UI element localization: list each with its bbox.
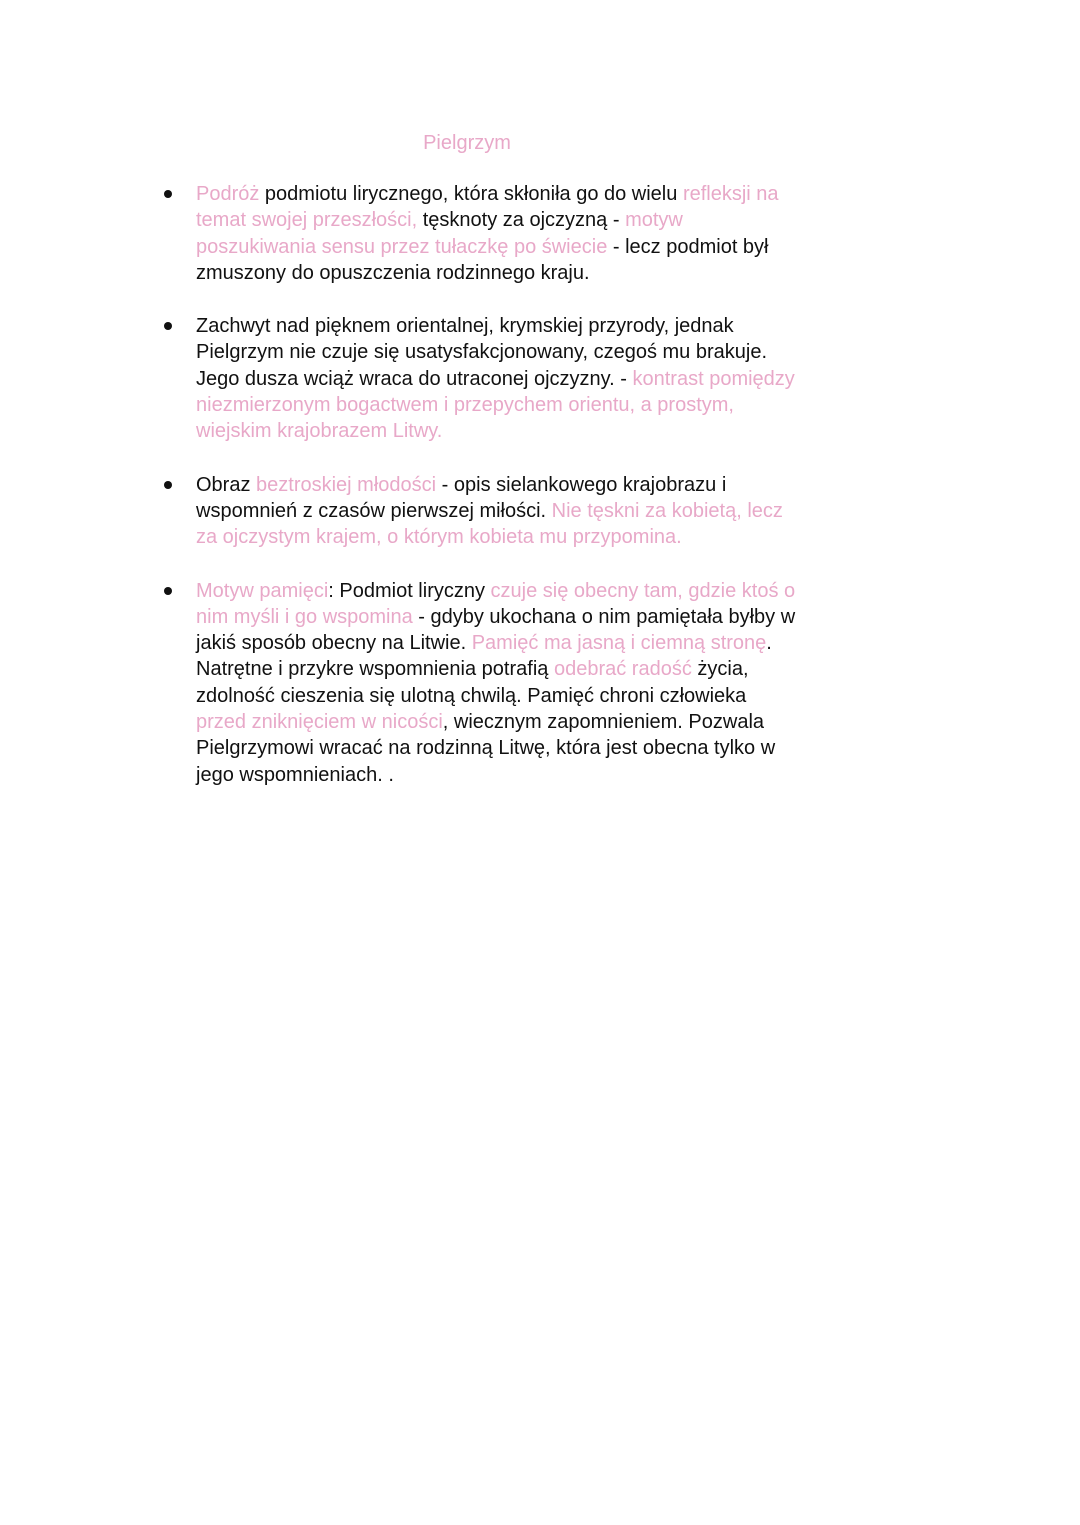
text-segment: Pamięć ma jasną i ciemną stronę — [471, 632, 767, 655]
bullet-dot-icon — [164, 481, 172, 489]
list-item — [196, 472, 796, 551]
text-segment: Podróż — [196, 183, 260, 205]
list-item — [196, 578, 796, 788]
text-segment: Nie tęskni za kobietą, lecz za ojczystym krajem, o którym kobieta mu przypomina. — [196, 499, 783, 549]
text-segment: życia, zdolność cieszenia się ulotną chwilą. Pamięć chroni człowieka — [196, 658, 749, 707]
text-segment: Motyw pamięci — [196, 579, 329, 602]
text-segment: czuje się obecny tam, gdzie ktoś o nim myśli i go wspomina — [196, 579, 796, 628]
text-segment: beztroskiej młodości — [256, 473, 437, 496]
bullet-dot-icon — [164, 587, 172, 595]
bullet-dot-icon — [164, 322, 172, 330]
list-item — [196, 313, 796, 444]
text-segment: tęsknoty za ojczyzną - — [417, 209, 626, 232]
text-segment: : Podmiot liryczny — [328, 579, 491, 602]
text-segment: odebrać radość — [553, 658, 692, 681]
text-segment: , wiecznym zapomnieniem. Pozwala Pielgrzymowi wracać na rodzinną Litwę, która jest obecna tylko w jego wspomnieniach. . — [196, 711, 776, 786]
text-segment: - opis sielankowego krajobrazu i wspomnień z czasów pierwszej miłości. — [196, 473, 727, 522]
text-segment: kontrast pomiędzy niezmierzonym bogactwem i przepychem orientu, a prostym, wiejskim krajobrazem Litwy. — [196, 367, 795, 443]
text-segment: . Natrętne i przykre wspomnienia potrafią — [196, 632, 772, 681]
text-segment: motyw poszukiwania sensu przez tułaczkę po świecie — [196, 209, 683, 258]
text-segment: Obraz — [196, 473, 257, 496]
document-title: Pielgrzym — [423, 132, 511, 154]
list-item — [196, 181, 796, 286]
text-segment: podmiotu lirycznego, która skłoniła go do wielu — [259, 183, 683, 205]
text-segment: - gdyby ukochana o nim pamiętała byłby w jakiś sposób obecny na Litwie. — [196, 605, 796, 655]
bullet-list — [196, 181, 796, 815]
text-segment: przed zniknięciem w nicości — [196, 711, 443, 734]
text-segment: refleksji na temat swojej przeszłości, — [196, 183, 779, 232]
text-segment: Zachwyt nad pięknem orientalnej, krymskiej przyrody, jednak Pielgrzym nie czuje się usatysfakcjonowany, czegoś mu brakuje. Jego dusza wciąż wraca do utraconej ojczyzny. - — [196, 315, 767, 390]
text-segment: - lecz podmiot był zmuszony do opuszczenia rodzinnego kraju. — [196, 235, 769, 284]
bullet-dot-icon — [164, 190, 172, 198]
